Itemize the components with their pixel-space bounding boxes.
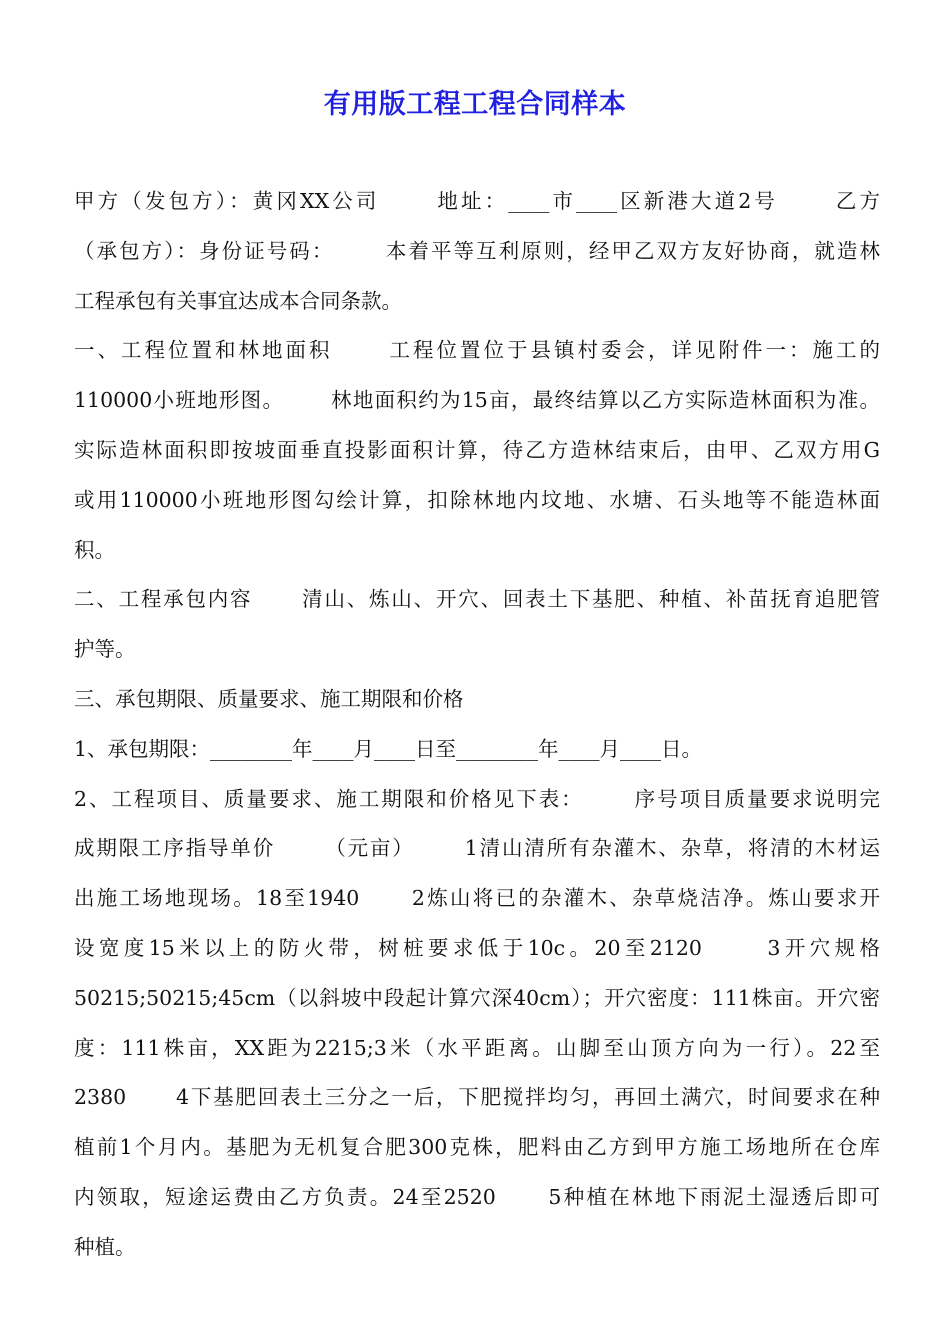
- body-line: 成期限工序指导单价 （元亩） 1清山清所有杂灌木、杂草，将清的木材运: [74, 836, 880, 861]
- body-line: 工程承包有关事宜达成本合同条款。: [74, 288, 402, 313]
- body-line: 一、工程位置和林地面积 工程位置位于县镇村委会，详见附件一：施工的: [74, 338, 880, 363]
- body-line: 110000小班地形图。 林地面积约为15亩，最终结算以乙方实际造林面积为准。: [74, 388, 880, 413]
- body-line: 或用110000小班地形图勾绘计算，扣除林地内坟地、水塘、石头地等不能造林面: [74, 487, 880, 512]
- body-line: 1、承包期限：________年____月____日至________年____月____日。: [74, 736, 703, 761]
- body-line: （承包方）：身份证号码： 本着平等互利原则，经甲乙双方友好协商，就造林: [74, 238, 880, 263]
- body-line: 50215;50215;45cm（以斜坡中段起计算穴深40cm）；开穴密度：111株亩。开穴密: [74, 985, 880, 1010]
- body-line: 度：111株亩，XX距为2215;3米（水平距离。山脚至山顶方向为一行）。22至: [74, 1035, 880, 1060]
- body-line: 实际造林面积即按坡面垂直投影面积计算，待乙方造林结束后，由甲、乙双方用G: [74, 437, 880, 462]
- body-line: 2380 4下基肥回表土三分之一后，下肥搅拌均匀，再回土满穴，时间要求在种: [74, 1085, 880, 1110]
- body-line: 植前1个月内。基肥为无机复合肥300克株，肥料由乙方到甲方施工场地所在仓库: [74, 1135, 880, 1160]
- body-line: 设宽度15米以上的防火带，树桩要求低于10c。20至2120 3开穴规格: [74, 935, 880, 960]
- body-line: 二、工程承包内容 清山、炼山、开穴、回表土下基肥、种植、补苗抚育追肥管: [74, 587, 880, 612]
- body-line: 2、工程项目、质量要求、施工期限和价格见下表： 序号项目质量要求说明完: [74, 786, 880, 811]
- body-line: 出施工场地现场。18至1940 2炼山将已的杂灌木、杂草烧洁净。炼山要求开: [74, 886, 880, 911]
- body-line: 三、承包期限、质量要求、施工期限和价格: [74, 686, 464, 711]
- body-line: 护等。: [74, 637, 136, 662]
- body-line: 内领取，短途运费由乙方负责。24至2520 5种植在林地下雨泥土湿透后即可: [74, 1184, 880, 1209]
- document-title: 有用版工程工程合同样本: [323, 89, 627, 120]
- document-body: [74, 181, 880, 1277]
- body-line: 甲方（发包方）：黄冈XX公司 地址：____市____区新港大道2号 乙方: [74, 189, 880, 213]
- body-line: 积。: [74, 537, 115, 562]
- body-line: 种植。: [74, 1234, 136, 1259]
